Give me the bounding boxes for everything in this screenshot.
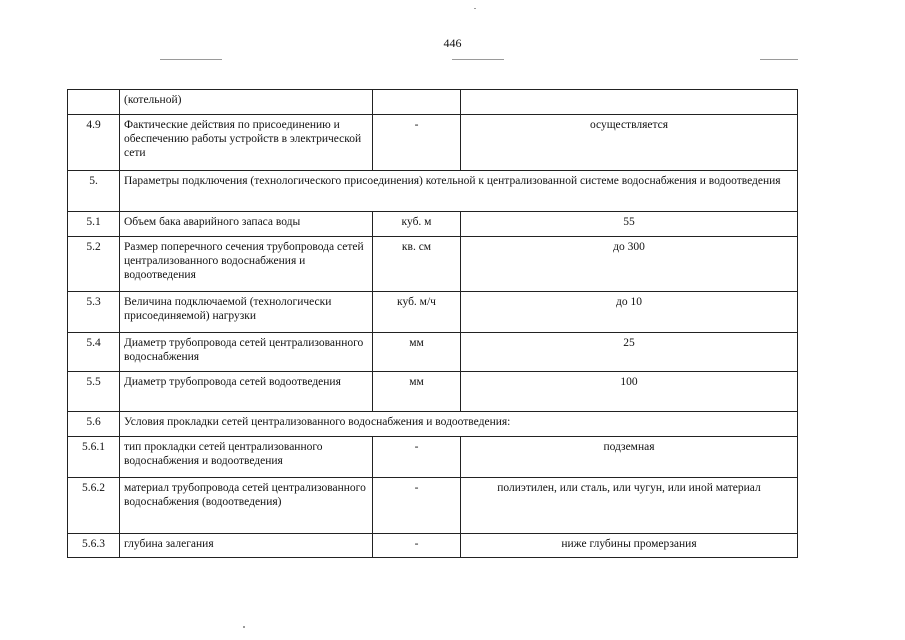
- row-name: материал трубопровода сетей централизованного водоснабжения (водоотведения): [120, 478, 373, 534]
- row-value: полиэтилен, или сталь, или чугун, или иной материал: [461, 478, 798, 534]
- row-number: 5.6.3: [68, 534, 120, 558]
- row-number: 5.4: [68, 333, 120, 372]
- row-name: Величина подключаемой (технологически присоединяемой) нагрузки: [120, 292, 373, 333]
- table-row: [68, 90, 798, 115]
- row-value: подземная: [461, 437, 798, 478]
- row-value: 100: [461, 372, 798, 412]
- row-unit: -: [373, 437, 461, 478]
- scan-speck: [760, 59, 798, 60]
- row-number: [68, 90, 120, 115]
- row-number: 4.9: [68, 115, 120, 171]
- table-row: [68, 534, 798, 558]
- row-name: Объем бака аварийного запаса воды: [120, 212, 373, 237]
- table-row: [68, 115, 798, 171]
- row-unit: мм: [373, 333, 461, 372]
- row-value: до 10: [461, 292, 798, 333]
- table-row: [68, 412, 798, 437]
- table-row: [68, 171, 798, 212]
- row-unit: -: [373, 115, 461, 171]
- row-name: Диаметр трубопровода сетей водоотведения: [120, 372, 373, 412]
- row-unit: [373, 90, 461, 115]
- table-row: [68, 372, 798, 412]
- row-value: осуществляется: [461, 115, 798, 171]
- section-heading: Параметры подключения (технологического присоединения) котельной к централизованной системе водоснабжения и водоотведения: [120, 171, 798, 212]
- row-number: 5.3: [68, 292, 120, 333]
- section-heading: Условия прокладки сетей централизованного водоснабжения и водоотведения:: [120, 412, 798, 437]
- table-row: [68, 212, 798, 237]
- row-number: 5.6.1: [68, 437, 120, 478]
- row-number: 5.5: [68, 372, 120, 412]
- table-row: [68, 478, 798, 534]
- row-number: 5.: [68, 171, 120, 212]
- row-value: 25: [461, 333, 798, 372]
- table-row: [68, 333, 798, 372]
- row-value: до 300: [461, 237, 798, 292]
- table-row: [68, 237, 798, 292]
- row-name: Диаметр трубопровода сетей централизованного водоснабжения: [120, 333, 373, 372]
- row-name: глубина залегания: [120, 534, 373, 558]
- page-number: 446: [443, 36, 462, 50]
- row-value: 55: [461, 212, 798, 237]
- parameters-table: [67, 89, 798, 558]
- row-unit: мм: [373, 372, 461, 412]
- row-unit: куб. м/ч: [373, 292, 461, 333]
- row-unit: -: [373, 534, 461, 558]
- row-unit: куб. м: [373, 212, 461, 237]
- row-number: 5.1: [68, 212, 120, 237]
- scan-speck: [452, 59, 504, 60]
- row-number: 5.6.2: [68, 478, 120, 534]
- row-name: тип прокладки сетей централизованного водоснабжения и водоотведения: [120, 437, 373, 478]
- row-number: 5.6: [68, 412, 120, 437]
- row-name: Фактические действия по присоединению и обеспечению работы устройств в электрической сети: [120, 115, 373, 171]
- row-value: ниже глубины промерзания: [461, 534, 798, 558]
- table-row: [68, 292, 798, 333]
- row-unit: кв. см: [373, 237, 461, 292]
- row-unit: -: [373, 478, 461, 534]
- row-name: (котельной): [120, 90, 373, 115]
- table-row: [68, 437, 798, 478]
- scan-speck: [474, 8, 476, 9]
- row-number: 5.2: [68, 237, 120, 292]
- row-name: Размер поперечного сечения трубопровода сетей централизованного водоснабжения и водоотведения: [120, 237, 373, 292]
- scan-speck: [160, 59, 222, 60]
- scan-speck: [243, 626, 245, 628]
- row-value: [461, 90, 798, 115]
